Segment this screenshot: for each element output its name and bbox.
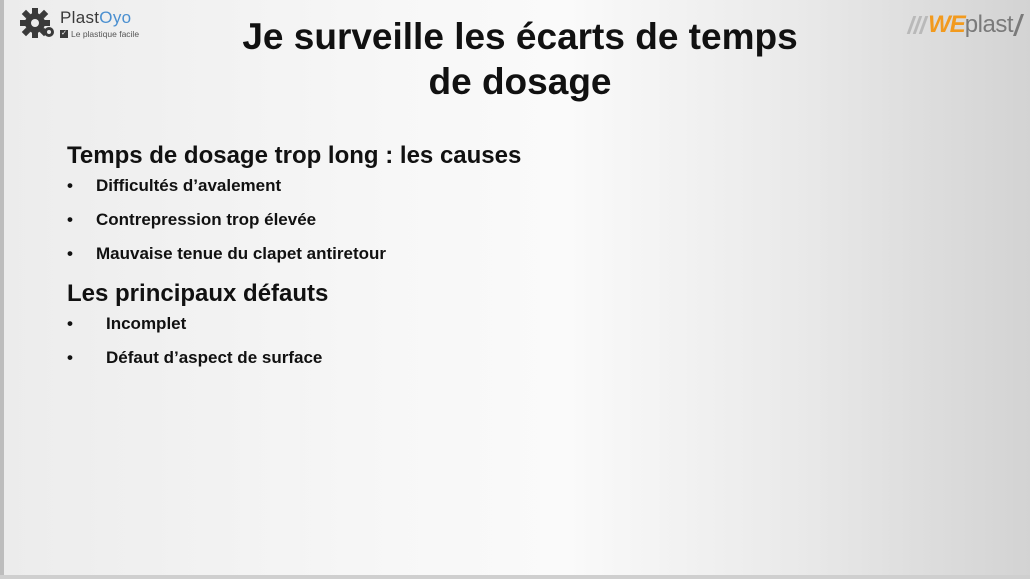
check-icon: ✓ [61, 30, 67, 37]
plastoyo-name: PlastOyo [60, 8, 132, 27]
slide-bottom-edge [0, 575, 1030, 579]
weplast-plast: plast [964, 11, 1013, 38]
plastoyo-tagline: ✓ Le plastique facile [61, 29, 140, 39]
slide-title-line-2: de dosage [428, 61, 612, 102]
causes-heading: Temps de dosage trop long : les causes [67, 142, 522, 169]
defects-heading: Les principaux défauts [67, 280, 329, 307]
slide-title-line-1: Je surveille les écarts de temps [242, 16, 798, 57]
list-item: • Défaut d’aspect de surface [67, 348, 767, 368]
weplast-logo [910, 10, 1020, 40]
slide-title [150, 14, 890, 104]
causes-list [67, 176, 767, 264]
weplast-stripes-icon [910, 16, 925, 34]
list-item: • Difficultés d’avalement [67, 176, 767, 196]
slide-left-edge [0, 0, 4, 579]
list-item: • Incomplet [67, 314, 767, 334]
defects-list [67, 314, 767, 368]
slide-content [67, 140, 767, 382]
gear-icon [18, 6, 56, 40]
weplast-we: WE [928, 11, 965, 38]
list-item: • Contrepression trop élevée [67, 210, 767, 230]
list-item: • Mauvaise tenue du clapet antiretour [67, 244, 767, 264]
weplast-slash-icon [1013, 14, 1024, 36]
